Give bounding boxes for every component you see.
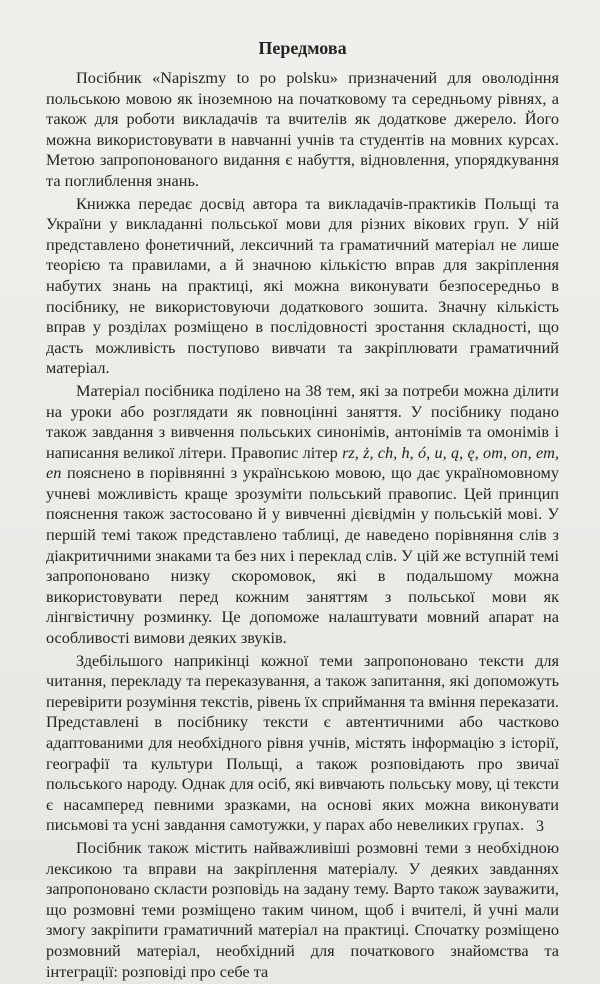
paragraph-4: Здебільшого наприкінці кожної теми запропоновано тексти для читання, перекладу та переказування, а також запитання, які допоможуть перевірити розуміння текстів, рівень їх сприймання та вміння переказати. Представлені в посібнику тексти є автентичними або частково адаптованими для необхідного рівня учнів, містять інформацію з історії, географії та культури Польщі, а також розповідають про звичаї польського народу. Однак для осіб, які вивчають польську мову, ці тексти є насамперед певними зразками, на основі яких можна виконувати письмові та усні завдання самотужки, у парах або невеликих групах. <box>46 650 559 835</box>
paragraph-2: Книжка передає досвід автора та викладачів-практиків Польщі та України у викладанні польської мови для різних вікових груп. У ній представлено фонетичний, лексичний та граматичний матеріал не лише теорією та правилами, а й значною кількістю вправ для закріплення набутих знань на практиці, які можна виконувати безпосередньо в посібнику, не використовуючи додаткового зошита. Значну кількість вправ у розділах розміщено в послідовності зростання складності, що дасть можливість поступово вивчати та закріплювати граматичний матеріал. <box>46 193 559 378</box>
page-number: 3 <box>536 818 544 835</box>
paragraph-3-text-a: Матеріал посібника поділено на 38 тем, які за потреби можна ділити на уроки або розглядати як повноцінні заняття. У посібнику подано також завдання з вивчення польських синонімів, антонімів та омонімів і написання великої літери. Правопис літер <box>46 380 559 462</box>
spelling-letters: rz, ż, ch, h, ó, u, ą, ę, om, on, em, en <box>46 442 559 483</box>
paragraph-5: Посібник також містить найважливіші розмовні теми з необхідною лексикою та вправи на закріплення матеріалу. У деяких завданнях запропоновано скласти розповідь на задану тему. Варто також зауважити, що розмовні теми розміщено таким чином, щоб і вчителі, й учні мали змогу закріпити граматичний матеріал на практиці. Спочатку розміщено розмовний матеріал, необхідний для початкового знайомства та інтеграції: розповіді про себе та <box>46 837 559 981</box>
paragraph-3 <box>46 381 559 649</box>
paragraph-1: Посібник «Napiszmy to po polsku» призначений для оволодіння польською мовою як іноземною на початковому та середньому рівнях, а також для роботи викладачів та вчителів як додаткове джерело. Його можна використовувати в навчанні учнів та студентів на мовних курсах. Метою запропонованого видання є набуття, відновлення, упорядкування та поглиблення знань. <box>46 68 559 190</box>
page-title: Передмова <box>258 38 347 58</box>
paragraph-3-text-b: пояснено в порівнянні з українською мовою, що дає україномовному учневі можливість краще зрозуміти польський правопис. Цей принцип пояснення також застосовано й у вивченні дієвідмін у польській мові. У першій темі також представлено таблиці, де наведено порівняння слів з діакритичними знаками та без них і переклад слів. У цій же вступній темі запропоновано низку скоромовок, які в подальшому можна використовувати перед кожним заняттям з польської мови як лінгвістичну розминку. Це допоможе налаштувати мовний апарат на особливості вимови деяких звуків. <box>46 463 559 648</box>
page-content <box>46 36 559 984</box>
